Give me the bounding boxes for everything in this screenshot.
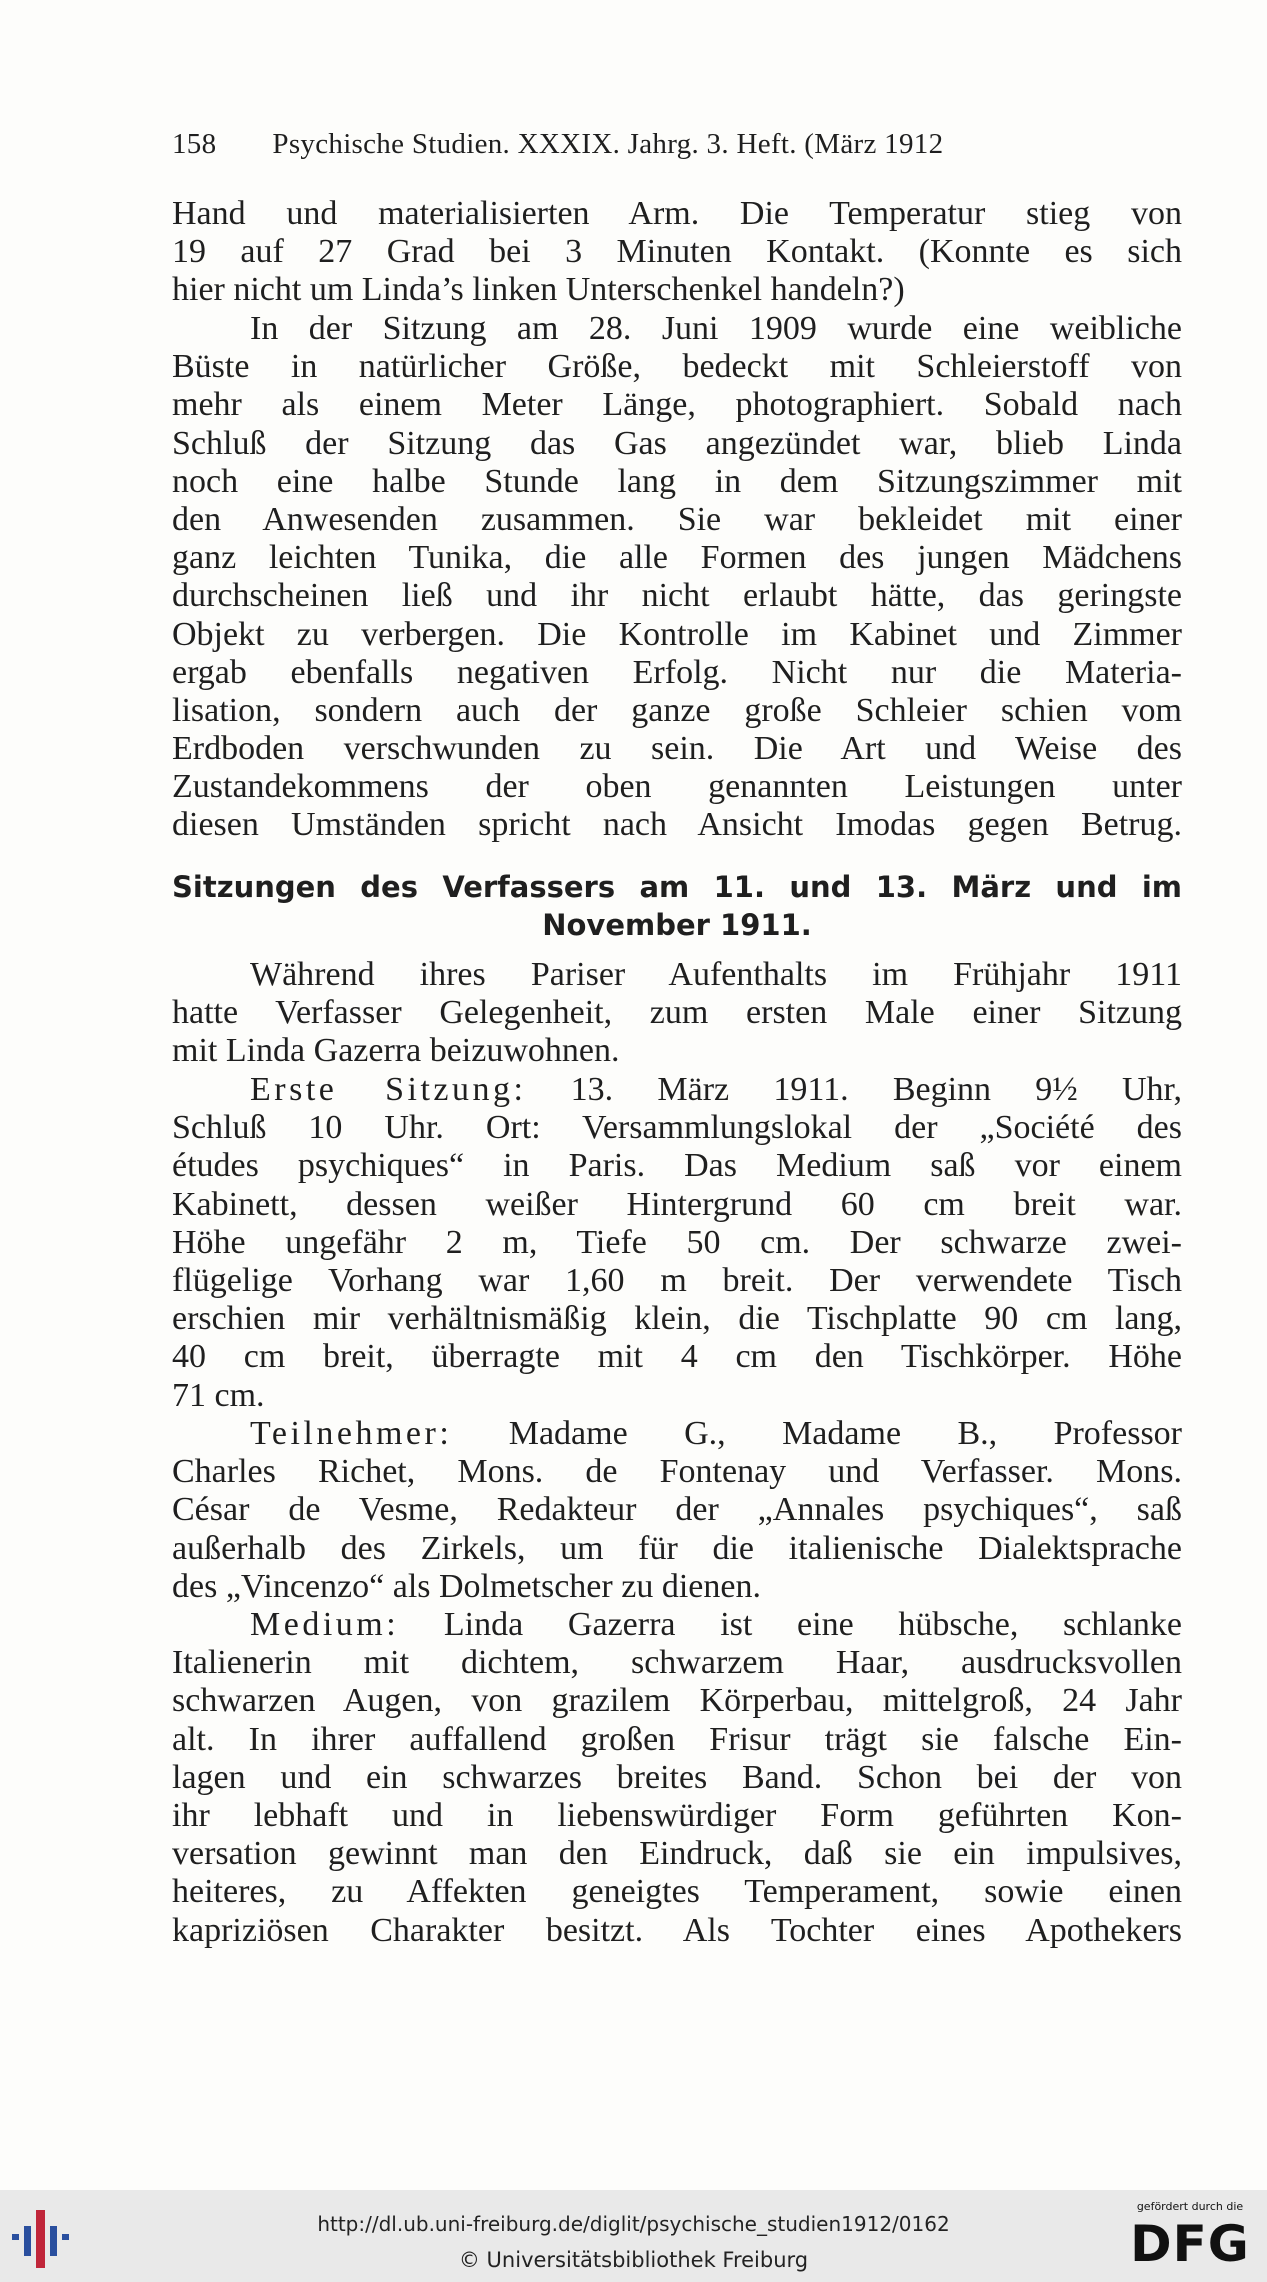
paragraph-teilnehmer bbox=[172, 1415, 1182, 1606]
text-line: Objekt zu verbergen. Die Kontrolle im Kabinet und Zimmer bbox=[172, 615, 1182, 653]
text-line: ihr lebhaft und in liebenswürdiger Form geführten Kon- bbox=[172, 1796, 1182, 1834]
text-line: Hand und materialisierten Arm. Die Temperatur stieg von bbox=[172, 195, 1182, 232]
paragraph-paris bbox=[172, 956, 1182, 1071]
copyright-notice: © Universitätsbibliothek Freiburg bbox=[458, 2248, 809, 2272]
text-line: Schluß 10 Uhr. Ort: Versammlungslokal der „Société des bbox=[172, 1109, 1182, 1147]
text-line: 71 cm. bbox=[172, 1376, 265, 1414]
paragraph-sitzung-1909 bbox=[172, 310, 1182, 845]
text-line: den Anwesenden zusammen. Sie war bekleidet mit einer bbox=[172, 500, 1182, 538]
text-line: Schluß der Sitzung das Gas angezündet war, blieb Linda bbox=[172, 424, 1182, 462]
spaced-label: Medium: bbox=[250, 1606, 400, 1643]
text-line: lisation, sondern auch der ganze große Schleier schien vom bbox=[172, 691, 1182, 729]
text-line: diesen Umständen spricht nach Ansicht Imodas gegen Betrug. bbox=[172, 806, 1182, 844]
paragraph-medium bbox=[172, 1606, 1182, 1950]
text-line: Während ihres Pariser Aufenthalts im Frühjahr 1911 bbox=[250, 956, 1182, 993]
heading-line: November 1911. bbox=[542, 908, 812, 942]
paragraph-continuation bbox=[172, 195, 1182, 310]
text-line: außerhalb des Zirkels, um für die italienische Dialektsprache bbox=[172, 1529, 1182, 1567]
text-line: Charles Richet, Mons. de Fontenay und Verfasser. Mons. bbox=[172, 1453, 1182, 1491]
text-line: Italienerin mit dichtem, schwarzem Haar, ausdrucksvollen bbox=[172, 1644, 1182, 1682]
text-line: ergab ebenfalls negativen Erfolg. Nicht nur die Materia- bbox=[172, 653, 1182, 691]
text-line: Teilnehmer: Madame G., Madame B., Professor bbox=[250, 1415, 1182, 1452]
page-number: 158 bbox=[172, 128, 217, 160]
heading-line: Sitzungen des Verfassers am 11. und 13. März und im bbox=[172, 870, 1182, 904]
text-line: alt. In ihrer auffallend großen Frisur trägt sie falsche Ein- bbox=[172, 1720, 1182, 1758]
text-line: Kabinett, dessen weißer Hintergrund 60 cm breit war. bbox=[172, 1185, 1182, 1223]
text-line: mit Linda Gazerra beizuwohnen. bbox=[172, 1032, 620, 1070]
text-line: Medium: Linda Gazerra ist eine hübsche, schlanke bbox=[250, 1606, 1182, 1643]
text-line: erschien mir verhältnismäßig klein, die Tischplatte 90 cm lang, bbox=[172, 1300, 1182, 1338]
text-line: schwarzen Augen, von grazilem Körperbau, mittelgroß, 24 Jahr bbox=[172, 1682, 1182, 1720]
spaced-label: Teilnehmer: bbox=[250, 1415, 453, 1452]
text-line: études psychiques“ in Paris. Das Medium saß vor einem bbox=[172, 1147, 1182, 1185]
text-line: ganz leichten Tunika, die alle Formen des jungen Mädchens bbox=[172, 539, 1182, 577]
text-line: hier nicht um Linda’s linken Unterschenkel handeln?) bbox=[172, 271, 905, 309]
text-line: Zustandekommens der oben genannten Leistungen unter bbox=[172, 768, 1182, 806]
text-line: heiteres, zu Affekten geneigtes Temperament, sowie einen bbox=[172, 1873, 1182, 1911]
text-line: Erste Sitzung: 13. März 1911. Beginn 9½ Uhr, bbox=[250, 1071, 1183, 1108]
text-line: César de Vesme, Redakteur der „Annales psychiques“, saß bbox=[172, 1491, 1182, 1529]
text-line: flügelige Vorhang war 1,60 m breit. Der verwendete Tisch bbox=[172, 1261, 1182, 1299]
text-line: des „Vincenzo“ als Dolmetscher zu dienen. bbox=[172, 1567, 761, 1605]
text-line: durchscheinen ließ und ihr nicht erlaubt hätte, das geringste bbox=[172, 577, 1182, 615]
running-header bbox=[172, 128, 1182, 172]
text-line: Büste in natürlicher Größe, bedeckt mit Schleierstoff von bbox=[172, 348, 1182, 386]
section-heading bbox=[172, 868, 1182, 944]
text-line: In der Sitzung am 28. Juni 1909 wurde eine weibliche bbox=[250, 310, 1182, 347]
text-line: 19 auf 27 Grad bei 3 Minuten Kontakt. (Konnte es sich bbox=[172, 233, 1182, 271]
spaced-label: Erste Sitzung: bbox=[250, 1071, 527, 1108]
text-line: lagen und ein schwarzes breites Band. Schon bei der von bbox=[172, 1758, 1182, 1796]
funding-note: gefördert durch die bbox=[1136, 2200, 1244, 2213]
text-line: Erdboden verschwunden zu sein. Die Art und Weise des bbox=[172, 730, 1182, 768]
dfg-logo[interactable]: DFG bbox=[1130, 2215, 1250, 2273]
text-line: Höhe ungefähr 2 m, Tiefe 50 cm. Der schwarze zwei- bbox=[172, 1223, 1182, 1261]
running-title: Psychische Studien. XXXIX. Jahrg. 3. Heft. (März 1912 bbox=[272, 128, 944, 160]
permalink-url[interactable]: http://dl.ub.uni-freiburg.de/diglit/psychische_studien1912/0162 bbox=[317, 2212, 950, 2236]
text-line: mehr als einem Meter Länge, photographiert. Sobald nach bbox=[172, 386, 1182, 424]
text-line: versation gewinnt man den Eindruck, daß sie ein impulsives, bbox=[172, 1835, 1182, 1873]
text-line: hatte Verfasser Gelegenheit, zum ersten Male einer Sitzung bbox=[172, 994, 1182, 1032]
text-line: 40 cm breit, überragte mit 4 cm den Tischkörper. Höhe bbox=[172, 1338, 1182, 1376]
text-line: kapriziösen Charakter besitzt. Als Tochter eines Apothekers bbox=[172, 1911, 1182, 1949]
text-line: noch eine halbe Stunde lang in dem Sitzungszimmer mit bbox=[172, 462, 1182, 500]
paragraph-erste-sitzung bbox=[172, 1071, 1182, 1415]
